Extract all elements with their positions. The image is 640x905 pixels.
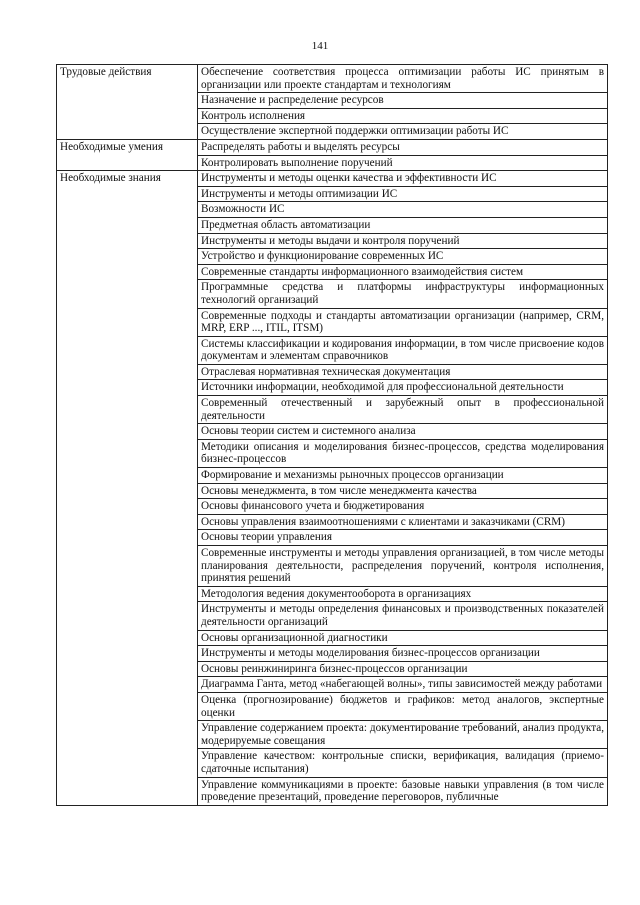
- table-cell-item: Основы менеджмента, в том числе менеджмента качества: [198, 483, 608, 499]
- table-cell-item: Системы классификации и кодирования информации, в том числе присвоение кодов документам и элементам справочников: [198, 336, 608, 364]
- table-cell-item: Основы организационной диагностики: [198, 630, 608, 646]
- table-cell-item: Управление коммуникациями в проекте: базовые навыки управления (в том числе проведение презентаций, проведение переговоров, публичные: [198, 777, 608, 805]
- table-cell-item: Основы теории управления: [198, 530, 608, 546]
- table-cell-item: Современные подходы и стандарты автоматизации организации (например, CRM, MRP, ERP ..., ITIL, ITSM): [198, 308, 608, 336]
- table-cell-item: Управление качеством: контрольные списки, верификация, валидация (приемо-сдаточные испытания): [198, 749, 608, 777]
- table-cell-item: Контроль исполнения: [198, 108, 608, 124]
- table-cell-item: Диаграмма Ганта, метод «набегающей волны», типы зависимостей между работами: [198, 677, 608, 693]
- table-cell-item: Инструменты и методы оценки качества и эффективности ИС: [198, 171, 608, 187]
- table-cell-item: Современные инструменты и методы управления организацией, в том числе методы планирования деятельности, распределения поручений, контроля исполнения, принятия решений: [198, 546, 608, 587]
- table-cell-item: Распределять работы и выделять ресурсы: [198, 139, 608, 155]
- table-cell-item: Назначение и распределение ресурсов: [198, 93, 608, 109]
- competency-table: [56, 64, 608, 806]
- table-cell-item: Источники информации, необходимой для профессиональной деятельности: [198, 380, 608, 396]
- table-cell-item: Современные стандарты информационного взаимодействия систем: [198, 264, 608, 280]
- table-body: [57, 65, 608, 806]
- table-cell-item: Программные средства и платформы инфраструктуры информационных технологий организаций: [198, 280, 608, 308]
- table-cell-item: Предметная область автоматизации: [198, 217, 608, 233]
- table-cell-item: Оценка (прогнозирование) бюджетов и графиков: метод аналогов, экспертные оценки: [198, 692, 608, 720]
- table-cell-item: Инструменты и методы выдачи и контроля поручений: [198, 233, 608, 249]
- table-cell-item: Современный отечественный и зарубежный опыт в профессиональной деятельности: [198, 396, 608, 424]
- table-cell-item: Методология ведения документооборота в организациях: [198, 586, 608, 602]
- table-cell-item: Основы реинжиниринга бизнес-процессов организации: [198, 661, 608, 677]
- table-cell-item: Отраслевая нормативная техническая документация: [198, 364, 608, 380]
- section-label: Трудовые действия: [57, 65, 198, 140]
- table-row: [57, 139, 608, 155]
- table-row: [57, 171, 608, 187]
- table-cell-item: Методики описания и моделирования бизнес-процессов, средства моделирования бизнес-процессов: [198, 439, 608, 467]
- table-cell-item: Возможности ИС: [198, 202, 608, 218]
- page-number: 141: [311, 40, 329, 52]
- table-cell-item: Осуществление экспертной поддержки оптимизации работы ИС: [198, 124, 608, 140]
- table-cell-item: Инструменты и методы определения финансовых и производственных показателей деятельности организаций: [198, 602, 608, 630]
- table-cell-item: Контролировать выполнение поручений: [198, 155, 608, 171]
- table-cell-item: Основы финансового учета и бюджетирования: [198, 499, 608, 515]
- table-cell-item: Основы теории систем и системного анализа: [198, 424, 608, 440]
- table-cell-item: Обеспечение соответствия процесса оптимизации работы ИС принятым в организации или проекте стандартам и технологиям: [198, 65, 608, 93]
- table-cell-item: Инструменты и методы моделирования бизнес-процессов организации: [198, 646, 608, 662]
- table-cell-item: Инструменты и методы оптимизации ИС: [198, 186, 608, 202]
- table-cell-item: Основы управления взаимоотношениями с клиентами и заказчиками (CRM): [198, 514, 608, 530]
- table-cell-item: Управление содержанием проекта: документирование требований, анализ продукта, модерируемые совещания: [198, 721, 608, 749]
- table-row: [57, 65, 608, 93]
- table-cell-item: Формирование и механизмы рыночных процессов организации: [198, 468, 608, 484]
- table-cell-item: Устройство и функционирование современных ИС: [198, 249, 608, 265]
- section-label: Необходимые умения: [57, 139, 198, 170]
- section-label: Необходимые знания: [57, 171, 198, 806]
